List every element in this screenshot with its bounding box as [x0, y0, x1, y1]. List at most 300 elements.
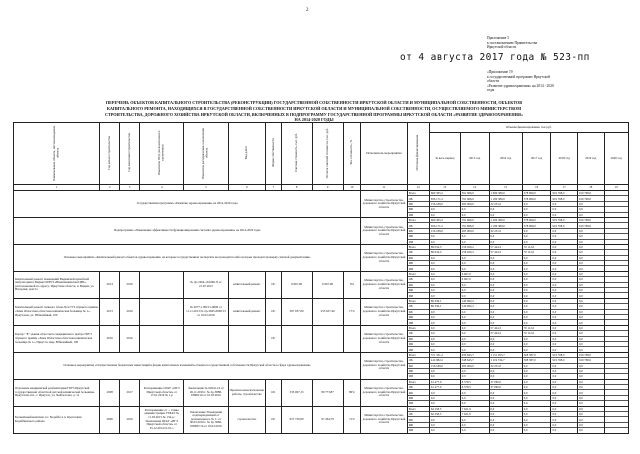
appendix-line: к государственной программе Иркутской: [487, 74, 550, 79]
funding-value: 0,0: [490, 390, 522, 395]
funding-value: 37 060,0: [490, 380, 522, 385]
funding-value-cell: [577, 406, 604, 433]
object-start-cell: 2008: [100, 379, 120, 406]
funding-value: 0,0: [430, 390, 460, 395]
funding-value: 0,0: [430, 314, 460, 319]
funding-value: 57 424,3: [490, 250, 522, 255]
funding-value: 656 171,2: [430, 196, 460, 201]
funding-value: 0,0: [578, 234, 604, 239]
appendix-line: Иркутской области: [487, 45, 517, 50]
page-number: 2: [306, 8, 309, 13]
funding-value: 0,0: [523, 401, 528, 406]
funding-value: 0,0: [578, 245, 604, 250]
funding-value: 0,0: [551, 309, 577, 314]
funding-source: ОБ: [408, 304, 429, 309]
funding-source: ИИ: [408, 320, 414, 325]
funding-source: ФБ: [408, 282, 429, 287]
column-number: 13: [429, 185, 460, 191]
funding-source: ФБ: [408, 255, 429, 260]
funding-value: 0,0: [523, 234, 551, 239]
funding-value: 0,0: [490, 272, 522, 277]
funding-value-cell: [429, 298, 460, 325]
funding-value: 32 231,0: [490, 201, 522, 206]
object-rest-cell: 235 657,40: [312, 298, 343, 325]
column-header: Исполнитель мероприятия: [361, 123, 407, 185]
funding-value: [605, 239, 628, 244]
section-title: Подпрограмма «Повышение эффективности функционирования системы здравоохранения» на 2014-2020 годы: [14, 217, 361, 244]
funding-value: 61 477,0: [430, 380, 460, 385]
funding-value: 0,0: [461, 336, 489, 341]
executor-cell: Министерство строительства, дорожного хозяйства Иркутской области: [361, 191, 407, 218]
column-header: Остаток сметной стоимости, тыс. руб.: [312, 123, 343, 185]
funding-value-cell: [460, 271, 489, 298]
funding-value: 0,0: [490, 255, 522, 260]
funding-value: 0,0: [551, 228, 577, 233]
funding-source: ИИ: [408, 293, 414, 298]
funding-value: 0,0: [551, 412, 577, 417]
object-ownership-cell: ОС: [266, 406, 281, 433]
funding-source-cell: [407, 271, 429, 298]
funding-value: 0,0: [523, 407, 551, 412]
funding-value: 0,0: [461, 401, 466, 406]
funding-value: 0,0: [551, 288, 577, 293]
funding-value-cell: [429, 217, 460, 244]
funding-value: 0,0: [578, 261, 604, 266]
executor-cell: Министерство строительства, дорожного хозяйства Иркутской области: [361, 217, 407, 244]
funding-value: 0,0: [461, 368, 489, 373]
appendix-line: Приложение 3: [487, 36, 509, 40]
funding-value: 0,0: [490, 422, 522, 427]
funding-value: 0,0: [551, 336, 577, 341]
funding-value-cell: [460, 191, 489, 218]
funding-value: 0,0: [461, 293, 466, 298]
funding-source: МБ: [408, 422, 429, 427]
funding-value: 70 112,0: [523, 245, 551, 250]
object-ownership-cell: ОС: [266, 379, 281, 406]
column-number: 8: [281, 185, 312, 191]
funding-source: ИИ: [408, 428, 414, 433]
funding-value: 0,0: [551, 250, 577, 255]
funding-value: 660 365,2: [430, 191, 460, 196]
section-row: [14, 217, 629, 244]
funding-value-cell: [551, 352, 578, 379]
funding-value: 6 667,0: [461, 277, 489, 282]
funding-value: 140 962,2: [461, 304, 489, 309]
funding-value: 0,0: [578, 341, 604, 346]
appendix-line: области: [487, 79, 500, 84]
funding-value: 0,0: [490, 395, 522, 400]
funding-value: 0,0: [490, 266, 495, 271]
funding-value: 61 477,0: [430, 385, 460, 390]
funding-value: 0,0: [578, 282, 604, 287]
funding-value: 0,0: [430, 234, 460, 239]
column-number: 12: [407, 185, 429, 191]
funding-source: ОБ: [408, 412, 429, 417]
column-number: 17: [551, 185, 578, 191]
funding-value: 0,0: [523, 239, 528, 244]
table-header-row: [14, 123, 629, 133]
funding-value: 0,0: [578, 272, 604, 277]
object-order-cell: Заключение № 026сн-16 от 26.11.2016 г. № 2р-3888-03806/16 от 10.03.2016: [184, 379, 228, 406]
funding-value: 0,0: [551, 277, 577, 282]
funding-value: 578 699,0: [523, 196, 551, 201]
column-header: Реквизиты распоряжения о включении объекта: [184, 123, 228, 185]
funding-value: 1 699 380,0: [490, 191, 522, 196]
column-number: 18: [577, 185, 604, 191]
funding-value: 156 189,0: [430, 201, 460, 206]
object-psd-cell: Распоряжение ОГАУ «ИГЭ Иркутской области» от 17.01.2016 № 1-р: [140, 379, 184, 406]
funding-value-cell: [551, 325, 578, 352]
funding-value: 89 336,1: [430, 299, 460, 304]
funding-value: 1 169 380,0: [490, 223, 522, 228]
funding-value: 919 768,0: [551, 223, 577, 228]
funding-value-cell: [577, 379, 604, 406]
funding-value: 1 169 380,0: [490, 196, 522, 201]
funding-value-cell: [460, 298, 489, 325]
funding-value: 0,0: [461, 347, 466, 352]
funding-value: 578 699,0: [523, 218, 551, 223]
funding-value: 0,0: [430, 239, 435, 244]
funding-value-cell: [577, 191, 604, 218]
funding-value: 156 189,0: [430, 363, 460, 368]
column-number: 16: [522, 185, 551, 191]
funding-value: 0,0: [523, 422, 551, 427]
funding-value: 0,0: [523, 368, 551, 373]
funding-value: 57 424,3: [490, 331, 522, 336]
funding-value: 0,0: [461, 390, 489, 395]
column-number: 9: [312, 185, 343, 191]
funding-value-cell: [522, 191, 551, 218]
funding-value: 0,0: [430, 401, 435, 406]
funding-value: 0,0: [523, 395, 551, 400]
funding-source: МБ: [408, 341, 429, 346]
funding-source: ОБ: [408, 250, 429, 255]
column-number: 19: [604, 185, 628, 191]
funding-value: 0,0: [551, 331, 577, 336]
funding-source: Всего: [408, 272, 429, 277]
funding-value: 0,0: [490, 207, 522, 212]
funding-value: 0,0: [523, 320, 528, 325]
funding-value: 62 258,5: [430, 412, 460, 417]
funding-value-cell: [489, 298, 522, 325]
funding-value: 0,0: [551, 261, 577, 266]
funding-value: 0,0: [430, 395, 460, 400]
funding-source-cell: [407, 244, 429, 271]
funding-value-cell: [604, 244, 628, 271]
funding-value: 919 768,0: [551, 191, 577, 196]
funding-value: 0,0: [551, 417, 577, 422]
funding-value: 0,0: [461, 320, 466, 325]
object-row: [14, 325, 629, 352]
funding-source: ОБ: [408, 196, 429, 201]
funding-source-cell: [407, 352, 429, 379]
funding-value: 0,0: [551, 385, 577, 390]
object-start-cell: 2016: [100, 325, 120, 352]
object-name-cell: Корпус "Б" здания областного медицинского центра ГБУЗ обувного приёма «Зима Областная областная клиническая больница № 1», Иркутск, мкр. Юбилейный, 100: [14, 325, 100, 352]
funding-value-cell: [522, 352, 551, 379]
object-psd-cell: Распоряжение от ... главы администрации УГБАУ № 11.03.2015 № 134-р / Заключение ОГАУ «ИГЭ Иркутской области» от 25.12.2014 № 91-э: [140, 406, 184, 433]
funding-value-cell: [489, 271, 522, 298]
section-title: Основное мероприятие «Осуществление бюджетных инвестиций в форме капитальных вложений в объекты государственной собственности Иркутской области в сфере здравоохранения»: [14, 352, 361, 379]
funding-value: 0,0: [430, 331, 460, 336]
funding-value: 0,0: [430, 207, 460, 212]
funding-value: 919 768,0: [551, 218, 577, 223]
funding-value: 1 119 724,7: [490, 358, 522, 363]
funding-value: 0,0: [430, 277, 460, 282]
funding-value: 8 578,5: [461, 380, 489, 385]
year-header: За весь период: [429, 133, 460, 185]
funding-value: 0,0: [551, 272, 577, 277]
funding-value-cell: [522, 217, 551, 244]
funding-value: 0,0: [578, 422, 604, 427]
funding-value: 0,0: [461, 428, 466, 433]
object-order-cell: Заключение Управления подтверждающей от регионального № 1/ от 30.03.2016 г. № 2р-3969-030687/16 от 10.03.2016: [184, 406, 228, 433]
funding-value-cell: [460, 325, 489, 352]
funding-value: 0,0: [523, 299, 551, 304]
column-number: 2: [100, 185, 120, 191]
object-end-cell: 2016: [120, 406, 140, 433]
funding-source-cell: [407, 379, 429, 406]
funding-value: 0,0: [551, 245, 577, 250]
funding-value: 285 000,0: [461, 363, 489, 368]
funding-value: 0,0: [551, 395, 577, 400]
funding-value: 0,0: [578, 368, 604, 373]
funding-value: 0,0: [523, 314, 551, 319]
funding-value: 70 112,0: [523, 331, 551, 336]
appendix-block: [487, 36, 627, 50]
object-rest-cell: 97 264,79: [312, 406, 343, 433]
funding-source-cell: [407, 191, 429, 218]
funding-value-cell: [577, 217, 604, 244]
object-ready-cell: 71%: [343, 406, 361, 433]
funding-value: 0,0: [578, 390, 604, 395]
table-body: [14, 185, 629, 434]
funding-value: [605, 320, 628, 325]
column-number: 14: [460, 185, 489, 191]
funding-source: ОБ: [408, 223, 429, 228]
funding-value-cell: [522, 379, 551, 406]
funding-value-cell: [604, 271, 628, 298]
funding-source: ИИ: [408, 347, 414, 352]
object-kind-cell: капитальный ремонт: [228, 298, 266, 325]
object-ready-cell: 80%: [343, 379, 361, 406]
funding-value: 0,0: [552, 401, 557, 406]
funding-value-cell: [460, 244, 489, 271]
object-start-cell: 2013: [100, 298, 120, 325]
funding-source: ФБ: [408, 417, 429, 422]
funding-value: 0,0: [523, 228, 551, 233]
funding-value-cell: [577, 271, 604, 298]
funding-source: ФБ: [408, 309, 429, 314]
funding-value: 0,0: [552, 374, 557, 379]
funding-value-cell: [522, 325, 551, 352]
object-ownership-cell: ОС: [266, 271, 281, 298]
funding-value: 89 034,3: [430, 250, 460, 255]
funding-value: 0,0: [523, 412, 551, 417]
funding-source: МБ: [408, 207, 429, 212]
funding-value-cell: [577, 352, 604, 379]
funding-value-cell: [522, 271, 551, 298]
funding-value: 0,0: [430, 266, 435, 271]
funding-value: 591 666,0: [461, 191, 489, 196]
funding-value: 0,0: [578, 299, 604, 304]
funding-value-cell: [489, 191, 522, 218]
funding-value: 0,0: [578, 314, 604, 319]
funding-value: 0,0: [461, 288, 489, 293]
object-end-cell: 2016: [120, 325, 140, 352]
funding-value: 0,0: [578, 347, 583, 352]
funding-value: 0,0: [523, 201, 551, 206]
funding-value: 0,0: [430, 272, 460, 277]
funding-value: 8 578,5: [461, 385, 489, 390]
column-number: 10: [343, 185, 361, 191]
funding-value: 0,0: [578, 277, 604, 282]
funding-value: 0,0: [551, 407, 577, 412]
funding-value: 791 666,0: [461, 218, 489, 223]
funding-value: 32 231,0: [490, 228, 522, 233]
funding-value: 0,0: [552, 428, 557, 433]
funding-value: 0,0: [578, 374, 583, 379]
funding-value: 0,0: [551, 422, 577, 427]
funding-value: 0,0: [430, 341, 460, 346]
funding-value: 158 020,2: [461, 245, 489, 250]
object-executor-cell: Министерство строительства, дорожного хозяйства Иркутской области: [361, 379, 407, 406]
object-rest-cell: 80 773,87: [312, 379, 343, 406]
funding-value-cell: [604, 191, 628, 218]
funding-value: 0,0: [552, 347, 557, 352]
funding-value: 919 768,0: [578, 223, 604, 228]
funding-value: 0,0: [551, 380, 577, 385]
funding-value: 0,0: [523, 347, 528, 352]
funding-value: 656 171,2: [430, 223, 460, 228]
funding-value-cell: [429, 406, 460, 433]
funding-value: 0,0: [490, 320, 495, 325]
funding-value: 0,0: [578, 331, 604, 336]
column-header: Реквизиты ПСД (положительного заключения): [140, 123, 184, 185]
object-row: [14, 379, 629, 406]
funding-value-cell: [489, 406, 522, 433]
object-order-cell: № 2р-1904-10-0001/0 от 21.07.2015: [184, 271, 228, 298]
funding-value: 791 666,0: [461, 223, 489, 228]
funding-value-cell: [604, 406, 628, 433]
appendix-program-block: [487, 70, 627, 93]
column-header: Наименование объекта, местонахождение объекта: [14, 123, 100, 185]
funding-value-cell: [429, 379, 460, 406]
funding-value: 0,0: [578, 212, 583, 217]
funding-value: 919 768,0: [551, 358, 577, 363]
funding-value: 0,0: [430, 261, 460, 266]
object-end-cell: 2017: [120, 379, 140, 406]
funding-value: 0,0: [523, 385, 551, 390]
funding-value-cell: [551, 271, 578, 298]
funding-value: 0,0: [461, 331, 489, 336]
funding-value-cell: [489, 379, 522, 406]
funding-value: 0,0: [430, 428, 435, 433]
section-row: [14, 352, 629, 379]
funding-value: 0,0: [523, 261, 551, 266]
funding-value: 633 645,7: [461, 353, 489, 358]
object-row: [14, 298, 629, 325]
funding-source-cell: [407, 298, 429, 325]
funding-value: 62 258,5: [430, 407, 460, 412]
funding-value: 0,0: [461, 234, 489, 239]
funding-source: ОБ: [408, 385, 429, 390]
funding-value: 0,0: [490, 407, 522, 412]
object-cost-cell: 333 067,15: [281, 379, 312, 406]
funding-value: 0,0: [523, 417, 551, 422]
funding-value: 89 336,1: [430, 304, 460, 309]
column-number: 6: [228, 185, 266, 191]
funding-value: [605, 266, 628, 271]
column-header: Сметная стоимость, тыс. руб.: [281, 123, 312, 185]
funding-value: 919 768,0: [578, 218, 604, 223]
funding-source-cell: [407, 325, 429, 352]
funding-value-cell: [522, 406, 551, 433]
column-header: Год начала строительства: [100, 123, 120, 185]
funding-value: 0,0: [430, 293, 435, 298]
funding-value: 0,0: [490, 293, 495, 298]
object-name-cell: Капитальный ремонт главного блока №4 ГУЗ обувного приёма «Зима Областная областная клиническая больница № 1», Иркутская, ул. Юбилейный, 100: [14, 298, 100, 325]
funding-value-cell: [577, 298, 604, 325]
appendix-line: к постановлению Правительства: [487, 40, 538, 45]
funding-value: 1 151 955,7: [490, 353, 522, 358]
funding-value: 919 768,0: [578, 358, 604, 363]
object-executor-cell: Министерство строительства, дорожного хозяйства Иркутской области: [361, 325, 407, 352]
funding-value: 0,0: [461, 309, 489, 314]
object-end-cell: 2016: [120, 271, 140, 298]
object-executor-cell: Министерство строительства, дорожного хозяйства Иркутской области: [361, 298, 407, 325]
funding-value: 0,0: [578, 207, 604, 212]
funding-source: ИИ: [408, 266, 414, 271]
funding-value-cell: [604, 325, 628, 352]
funding-value-cell: [577, 244, 604, 271]
funding-value-cell: [429, 352, 460, 379]
object-psd-cell: [140, 298, 184, 325]
year-header: 2020 год: [604, 133, 628, 185]
funding-source: ИИ: [408, 374, 414, 379]
funding-value: 140 962,2: [461, 299, 489, 304]
funding-value-cell: [604, 379, 628, 406]
funding-source: ФБ: [408, 363, 429, 368]
object-name-cell: Капитальный ремонт помещений Видимской врачебной амбулатории в Видим ОГБУЗ «Нижнеилимская ЦРБ», расположенной по адресу: Иркутская область, п. Видим, ул. Нагорная, дом 5а: [14, 271, 100, 298]
funding-value: 0,0: [578, 395, 604, 400]
funding-value-cell: [460, 379, 489, 406]
document-title: ПЕРЕЧЕНЬ ОБЪЕКТОВ КАПИТАЛЬНОГО СТРОИТЕЛЬСТВА (РЕКОНСТРУКЦИИ) ГОСУДАРСТВЕННОЙ СОБСТВЕННОСТИ ИРКУТСКОЙ ОБЛАСТИ И МУНИЦИПАЛЬНОЙ СОБСТВЕННОСТИ, ОБЪЕКТОВ КАПИТАЛЬНОГО РЕМОНТА, НАХОДЯЩИХСЯ В ГОСУДАРСТВЕННОЙ СОБСТВЕННОСТИ ИРКУТСКОЙ ОБЛАСТИ И МУНИЦИПАЛЬНОЙ СОБСТВЕННОСТИ, ОСУЩЕСТВЛЯЕМОГО МИНИСТЕРСТВОМ СТРОИТЕЛЬСТВА, ДОРОЖНОГО ХОЗЯЙСТВА ИРКУТСКОЙ ОБЛАСТИ, ВКЛЮЧЕННЫХ В ПОДПРОГРАММУ ГОСУДАРСТВЕННОЙ ПРОГРАММЫ ИРКУТСКОЙ ОБЛАСТИ «РАЗВИТИЕ ЗДРАВООХРАНЕНИЯ» НА 2014-2020 ГОДЫ: [104, 100, 524, 123]
funding-value: 0,0: [461, 255, 489, 260]
funding-value: 0,0: [523, 428, 528, 433]
column-header: Форма собственности: [266, 123, 281, 185]
funding-value: 0,0: [578, 201, 604, 206]
funding-value-cell: [551, 217, 578, 244]
funding-value: 0,0: [523, 212, 528, 217]
funding-value: 0,0: [523, 341, 551, 346]
funding-value-cell: [429, 244, 460, 271]
column-number: 1: [14, 185, 100, 191]
funding-value: 0,0: [578, 336, 604, 341]
column-header: Вид работ: [228, 123, 266, 185]
funding-value: 0,0: [552, 320, 557, 325]
funding-value: 0,0: [551, 304, 577, 309]
funding-value: 0,0: [523, 336, 551, 341]
funding-value: 0,0: [523, 277, 551, 282]
funding-source: ИИ: [408, 401, 414, 406]
column-number: 5: [184, 185, 228, 191]
funding-source: МБ: [408, 314, 429, 319]
column-number: 7: [266, 185, 281, 191]
funding-value-cell: [429, 271, 460, 298]
funding-value: 0,0: [490, 304, 522, 309]
funding-value-cell: [551, 244, 578, 271]
